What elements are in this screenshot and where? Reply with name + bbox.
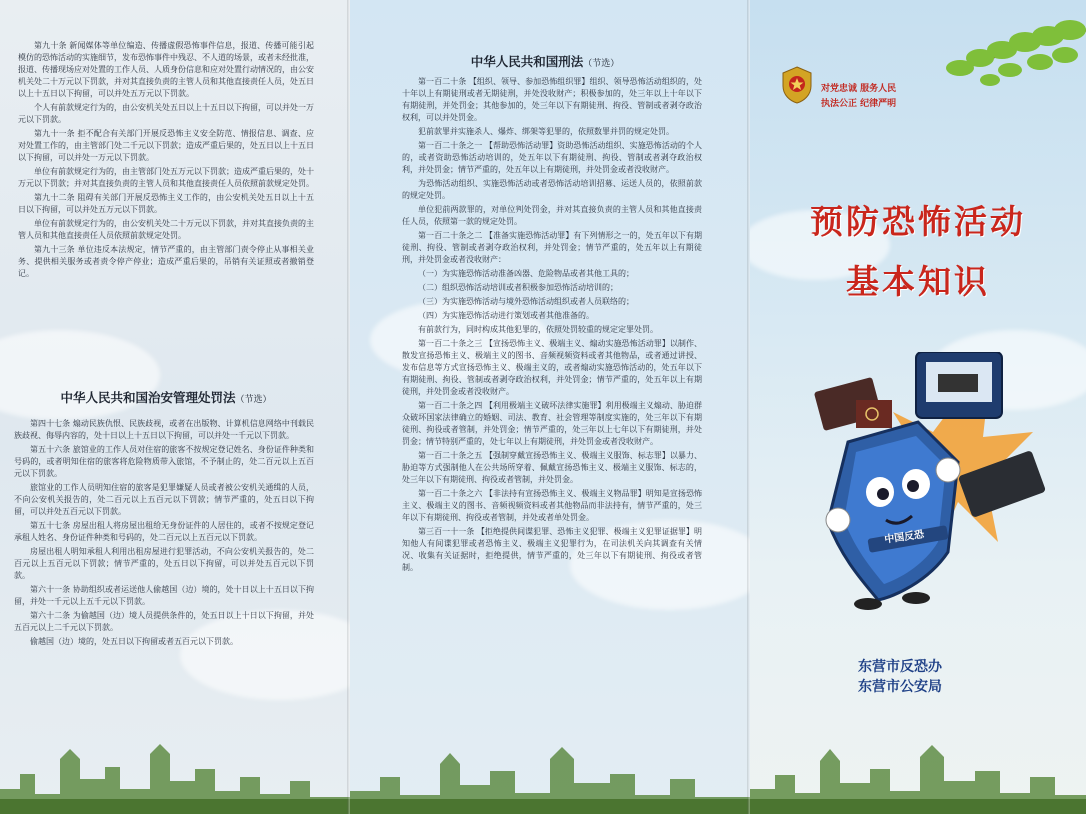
law-paragraph: 第一百二十条 【组织、领导、参加恐怖组织罪】组织、领导恐怖活动组织的，处十年以上有期徒刑或者无期徒刑，并处没收财产；积极参加的，处三年以上十年以下有期徒刑，并处罚金；其他参加的，处三年以下有期徒刑、拘役、管制或者剥夺政治权利，可以并处罚金。 — [402, 77, 702, 122]
law-paragraph: 单位有前款规定行为的，由主管部门处五万元以下罚款；造成严重后果的，处十万元以下罚款；并对其直接负责的主管人员和其他直接责任人员依照前款规定处罚。 — [18, 167, 314, 188]
law-paragraph: （三）为实施恐怖活动与境外恐怖活动组织或者人员联络的； — [418, 297, 634, 306]
law-paragraph: 第一百二十条之二 【准备实施恐怖活动罪】有下列情形之一的，处五年以下有期徒刑、拘役、管制或者剥夺政治权利，并处罚金；情节严重的，处五年以上有期徒刑，并处罚金或者没收财产： — [402, 231, 702, 264]
law-paragraph: 第五十六条 旅馆业的工作人员对住宿的旅客不按规定登记姓名、身份证件种类和号码的，或者明知住宿的旅客将危险物质带入旅馆，不予制止的，处二百元以上五百元以下罚款。 — [14, 445, 314, 478]
law-paragraph: 个人有前款规定行为的，由公安机关处五日以上十五日以下拘留，可以并处一万元以下罚款。 — [18, 103, 314, 124]
law-paragraph: 偷越国（边）境的，处五日以下拘留或者五百元以下罚款。 — [30, 637, 238, 646]
law-paragraph: 第九十三条 单位违反本法规定，情节严重的，由主管部门责令停止从事相关业务、提供相关服务或者责令停产停业；造成严重后果的，吊销有关证照或者撤销登记。 — [18, 245, 314, 278]
city-skyline-illustration — [350, 719, 750, 814]
law-paragraph: 第一百二十条之六 【非法持有宣扬恐怖主义、极端主义物品罪】明知是宣扬恐怖主义、极端主义的图书、音频视频资料或者其他物品而非法持有，情节严重的，处三年以下有期徒刑、拘役或者管制，并处或者单处罚金。 — [402, 489, 702, 522]
law-title: 中华人民共和国治安管理处罚法 — [60, 390, 236, 405]
panel1-law2-heading — [18, 388, 314, 406]
law-paragraph: 第六十二条 为偷越国（边）境人员提供条件的，处五日以上十日以下拘留，并处五百元以上二千元以下罚款。 — [14, 611, 314, 632]
law-paragraph: 第四十七条 煽动民族仇恨、民族歧视，或者在出版物、计算机信息网络中刊载民族歧视、侮辱内容的，处十日以上十五日以下拘留，可以并处一千元以下罚款。 — [14, 419, 314, 440]
law-paragraph: （二）组织恐怖活动培训或者积极参加恐怖活动培训的； — [418, 283, 618, 292]
cover-title-line1: 预防恐怖活动 — [810, 202, 1026, 241]
law-paragraph: 第九十条 新闻媒体等单位编造、传播虚假恐怖事件信息，报道、传播可能引起模仿的恐怖活动的实施细节，发布恐怖事件中残忍、不人道的场景，或者未经批准，报道、传播现场应对处置的工作人员、人质身份信息和应对处置行动情况的，由公安机关处二十万元以下罚款，并对其直接负责的主管人员和其他直接责任人员，处五日以上十五日以下拘留，可以并处五万元以下罚款。 — [18, 41, 314, 98]
panel1-text-b — [14, 418, 314, 650]
law-paragraph: 第五十七条 房屋出租人将房屋出租给无身份证件的人居住的，或者不按规定登记承租人姓名、身份证件种类和号码的，处二百元以上五百元以下罚款。 — [14, 521, 314, 542]
law-paragraph: 有前款行为，同时构成其他犯罪的，依照处罚较重的规定定罪处罚。 — [418, 325, 658, 334]
law-paragraph: 第一百二十条之三 【宣扬恐怖主义、极端主义、煽动实施恐怖活动罪】以制作、散发宣扬恐怖主义、极端主义的图书、音频视频资料或者其他物品，或者通过讲授、发布信息等方式宣扬恐怖主义、极端主义的，或者煽动实施恐怖活动的，处五年以下有期徒刑、拘役、管制或者剥夺政治权利，并处罚金；情节严重的，处五年以上有期徒刑，并处罚金或者没收财产。 — [402, 339, 702, 396]
middle-panel — [350, 0, 750, 814]
issuer-line2: 东营市公安局 — [858, 679, 942, 695]
law-paragraph: 旅馆业的工作人员明知住宿的旅客是犯罪嫌疑人员或者被公安机关通缉的人员，不向公安机关报告的，处二百元以上五百元以下罚款；情节严重的，处五日以下拘留，可以并处五百元以下罚款。 — [14, 483, 314, 516]
law-paragraph: 单位有前款规定行为的，由公安机关处二十万元以下罚款，并对其直接负责的主管人员和其他直接责任人员依照前款规定处罚。 — [18, 219, 314, 240]
police-emblem-icon — [780, 66, 814, 104]
law-paragraph: 第一百二十条之一 【帮助恐怖活动罪】资助恐怖活动组织、实施恐怖活动的个人的，或者资助恐怖活动培训的，处五年以下有期徒刑、拘役、管制或者剥夺政治权利，并处罚金；情节严重的，处五年以上有期徒刑，并处罚金或者没收财产。 — [402, 141, 702, 174]
shield-mascot-illustration — [798, 352, 1068, 612]
law-subtitle: （节选） — [235, 395, 272, 405]
law-paragraph: 第六十一条 协助组织或者运送他人偷越国（边）境的，处十日以上十五日以下拘留，并处一千元以上五千元以下罚款。 — [14, 585, 314, 606]
cover-panel — [750, 0, 1086, 814]
panel1-text-a — [18, 40, 314, 282]
law-paragraph: 第一百二十条之四 【利用极端主义破坏法律实施罪】利用极端主义煽动、胁迫群众破坏国家法律确立的婚姻、司法、教育、社会管理等制度实施的，处三年以下有期徒刑、拘役或者管制，并处罚金；情节严重的，处三年以上七年以下有期徒刑，并处罚金；情节特别严重的，处七年以上有期徒刑，并处罚金或者没收财产。 — [402, 401, 702, 446]
left-panel — [0, 0, 350, 814]
law-paragraph: 第三百一十一条 【拒绝提供间谍犯罪、恐怖主义犯罪、极端主义犯罪证据罪】明知他人有间谍犯罪或者恐怖主义、极端主义犯罪行为，在司法机关向其调查有关情况、收集有关证据时，拒绝提供，情节严重的，处三年以下有期徒刑、拘役或者管制。 — [402, 527, 702, 572]
law-paragraph: （一）为实施恐怖活动准备凶器、危险物品或者其他工具的； — [418, 269, 634, 278]
cover-title-line2: 基本知识 — [846, 262, 990, 301]
law-paragraph: 第一百二十条之五 【强制穿戴宣扬恐怖主义、极端主义服饰、标志罪】以暴力、胁迫等方式强制他人在公共场所穿着、佩戴宣扬恐怖主义、极端主义服饰、标志的，处三年以下有期徒刑、拘役或者管制，并处罚金。 — [402, 451, 702, 484]
law-subtitle: （节选） — [583, 59, 620, 69]
law-paragraph: （四）为实施恐怖活动进行策划或者其他准备的。 — [418, 311, 594, 320]
law-paragraph: 为恐怖活动组织、实施恐怖活动或者恐怖活动培训招募、运送人员的，依照前款的规定处罚。 — [402, 179, 702, 200]
law-paragraph: 犯前款罪并实施杀人、爆炸、绑架等犯罪的，依照数罪并罚的规定处罚。 — [418, 127, 674, 136]
issuer-line1: 东营市反恐办 — [858, 659, 942, 675]
law-paragraph: 房屋出租人明知承租人利用出租房屋进行犯罪活动，不向公安机关报告的，处二百元以上五百元以下罚款；情节严重的，处五日以下拘留，可以并处五百元以下罚款。 — [14, 547, 314, 580]
city-skyline-illustration — [0, 719, 350, 814]
slogan-line: 执法公正 纪律严明 — [821, 99, 897, 109]
law-title: 中华人民共和国刑法 — [470, 54, 584, 69]
law-paragraph: 第九十二条 阻碍有关部门开展反恐怖主义工作的，由公安机关处五日以上十五日以下拘留，可以并处五万元以下罚款。 — [18, 193, 314, 214]
shield-label: 中国反恐 — [883, 529, 925, 546]
city-skyline-illustration — [750, 719, 1086, 814]
law-paragraph: 单位犯前两款罪的，对单位判处罚金，并对其直接负责的主管人员和其他直接责任人员，依照第一款的规定处罚。 — [402, 205, 702, 226]
panel2-law1-heading — [370, 52, 720, 70]
slogan-line: 对党忠诚 服务人民 — [821, 84, 897, 94]
law-paragraph: 第九十一条 拒不配合有关部门开展反恐怖主义安全防范、情报信息、调查、应对处置工作的，由主管部门处二千元以下罚款；造成严重后果的，处五日以上十五日以下拘留，可以并处一万元以下罚款。 — [18, 129, 314, 162]
panel2-text — [402, 76, 702, 576]
tree-branch-illustration — [920, 10, 1086, 120]
